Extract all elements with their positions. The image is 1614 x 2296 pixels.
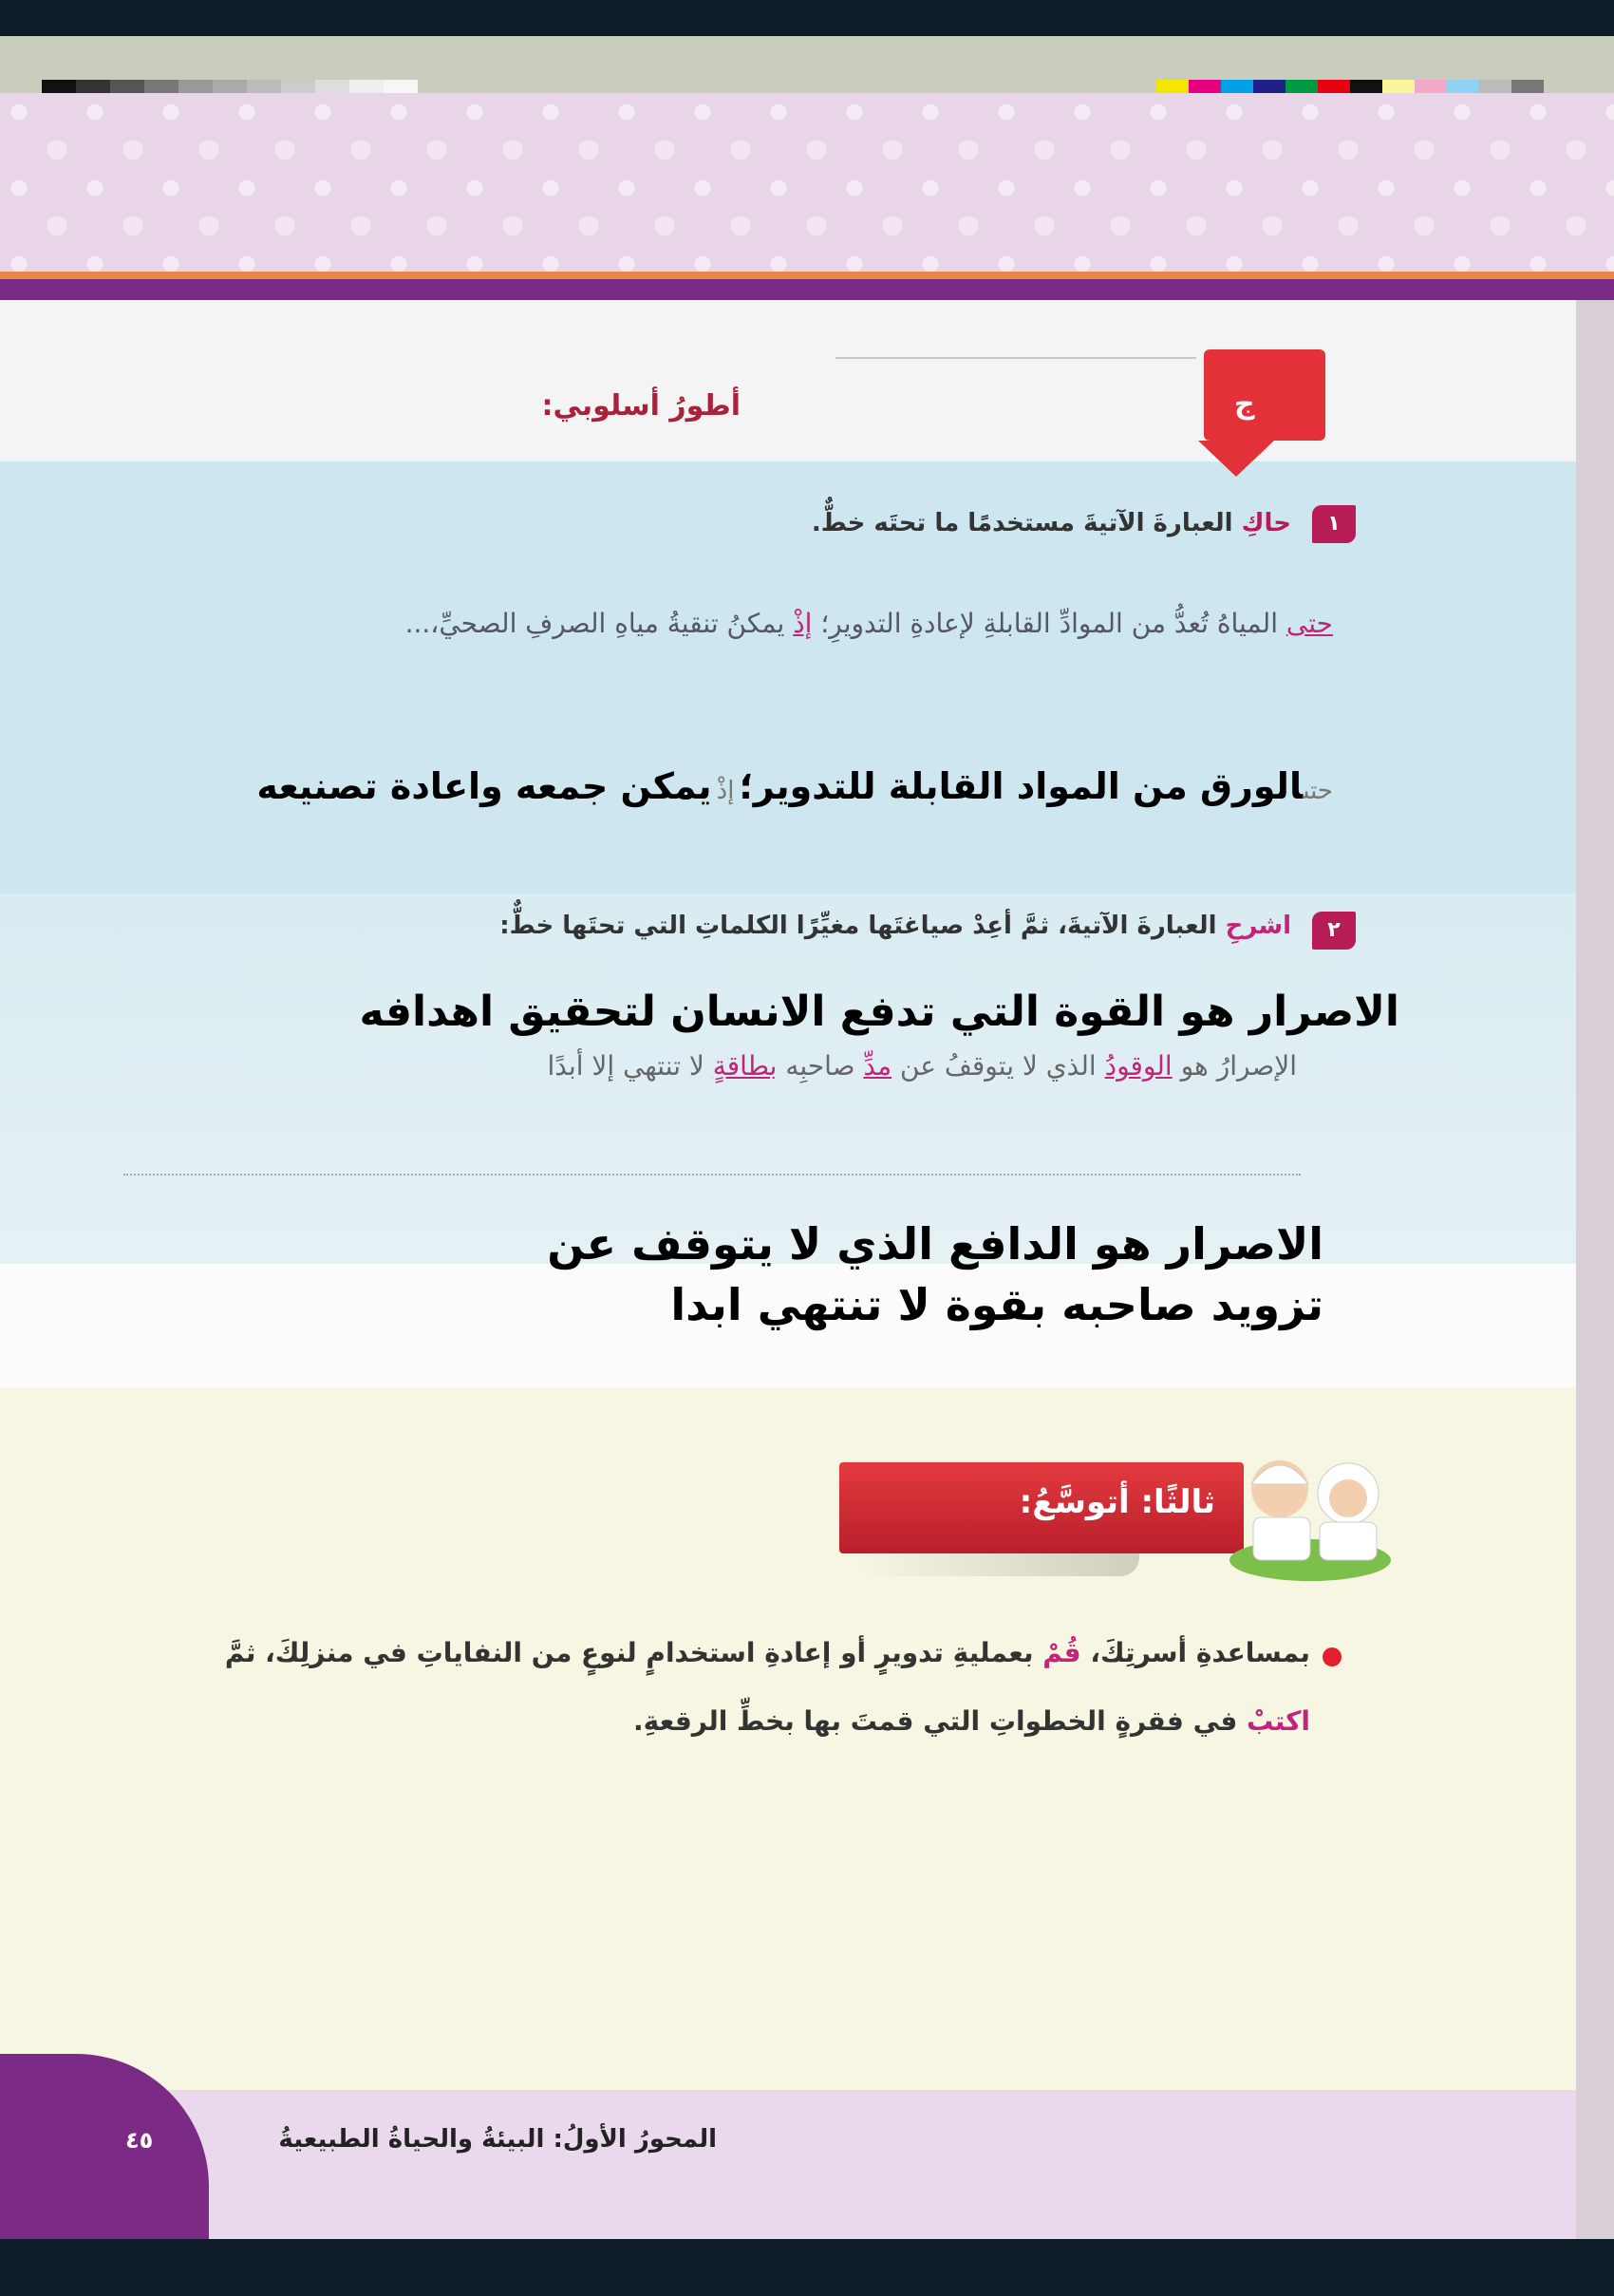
highlight-verb: اكتبْ [1247,1705,1310,1737]
question1-number-badge: ١ [1312,505,1356,543]
instruction-verb: حاكِ [1241,509,1291,537]
page-number: ٤٥ [125,2127,154,2154]
students-illustration-icon [1225,1441,1396,1584]
question2-sentence [547,1050,1297,1082]
instruction-text: العبارةَ الآتيةَ، ثمَّ أعِدْ صياغتَها مغيِّرًا الكلماتِ التي تحتَها خطٌّ: [499,912,1217,940]
section-ribbon [1204,349,1325,441]
textbook-page [0,36,1614,2239]
sentence-part: صاحبِه [785,1050,855,1082]
header-purple-line [0,279,1614,300]
answer-prefix: حتى [1303,777,1333,805]
section-header-zone [0,300,1576,461]
answer-line-2: تزويد صاحبه بقوة لا تنتهي ابدا [670,1279,1323,1330]
sentence-part: المياهُ تُعدُّ من الموادِّ القابلةِ لإعادةِ التدويرِ؛ [820,608,1278,639]
text-part: بعمليةِ تدويرٍ أو إعادةِ استخدامٍ لنوعٍ من النفاياتِ في منزلِكَ، ثمَّ [224,1637,1034,1668]
expand-instruction-line1 [225,1637,1310,1668]
instruction-text: العبارةَ الآتيةَ مستخدمًا ما تحتَه خطٌّ. [811,509,1233,537]
ribbon-arrow-down-icon [1198,441,1274,477]
underlined-word: بطاقةٍ [712,1050,778,1082]
unit-title: المحورُ الأولُ: البيئةُ والحياةُ الطبيعيةُ [278,2125,717,2154]
sentence-part: يمكنُ تنقيةُ مياهِ الصرفِ الصحيِّ،... [404,608,785,639]
underlined-word: الوقودُ [1104,1050,1173,1082]
answer-dotted-line [123,1174,1301,1176]
expand-section-title: ثالثًا: أتوسَّعُ: [1019,1483,1215,1521]
instruction-verb: اشرحِ [1225,912,1291,940]
underlined-word: حتى [1286,608,1333,639]
question1-example-sentence [405,608,1333,639]
page-right-edge-strip [1576,300,1614,2239]
question2-instruction [499,912,1291,940]
header-pattern-band [0,93,1614,273]
answer-end: يمكن جمعه واعادة تصنيعه [256,765,712,807]
question1-instruction [812,509,1291,537]
question2-explanation-answer: الاصرار هو القوة التي تدفع الانسان لتحقيق اهدافه [359,988,1399,1036]
footer-zone [0,2090,1576,2239]
text-part: بمساعدةِ أسرتِكَ، [1090,1637,1310,1668]
sentence-part: لا تنتهي إلا أبدًا [547,1050,704,1082]
sentence-part: الذي لا يتوقفُ عن [899,1050,1097,1082]
question2-rewrite-answer [547,1214,1323,1335]
answer-text: الورق من المواد القابلة للتدوير؛ [739,765,1304,807]
underlined-word: إذْ [793,608,813,639]
section-letter: ج [1234,387,1255,421]
header-orange-line [0,272,1614,279]
bullet-icon [1323,1647,1342,1666]
underlined-word: مدِّ [863,1050,892,1082]
expand-instruction-line2 [633,1705,1310,1737]
answer-idh: إذْ [716,777,735,805]
text-part: في فقرةٍ الخطواتِ التي قمتَ بها بخطِّ الرقعةِ. [633,1705,1238,1737]
sentence-part: الإصرارُ هو [1180,1050,1297,1082]
question1-answer [256,765,1333,807]
highlight-verb: قُمْ [1042,1637,1081,1668]
banner-shadow [854,1553,1139,1576]
answer-line-1: الاصرار هو الدافع الذي لا يتوقف عن [547,1218,1323,1270]
section-title: أطورُ أسلوبي: [541,389,741,423]
title-divider [835,357,1196,359]
question2-number-badge: ٢ [1312,912,1356,950]
